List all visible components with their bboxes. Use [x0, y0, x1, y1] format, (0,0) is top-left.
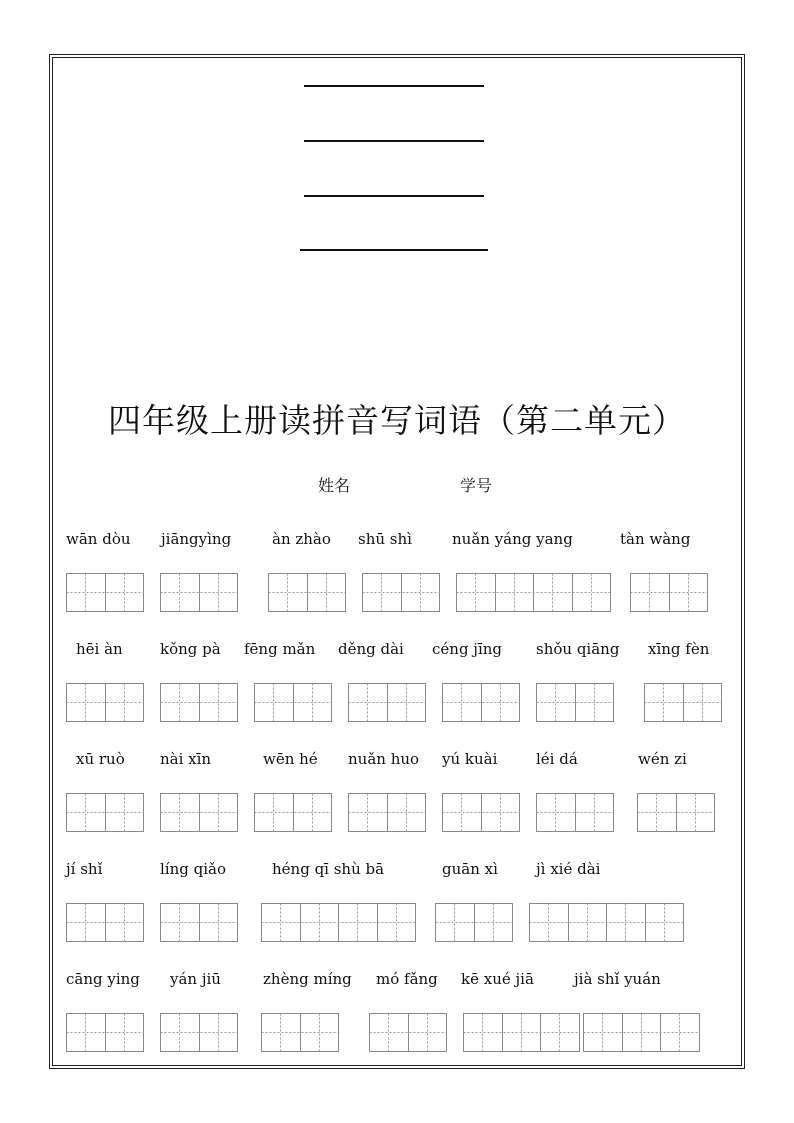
writing-grid[interactable] — [463, 1013, 580, 1052]
pinyin-word: jià shǐ yuán — [574, 970, 661, 988]
pinyin-word: fēng mǎn — [244, 640, 316, 658]
pinyin-word: xīng fèn — [648, 640, 710, 658]
writing-grid[interactable] — [66, 573, 144, 612]
pinyin-word: wén zi — [638, 750, 687, 768]
writing-grid[interactable] — [254, 683, 332, 722]
pinyin-word: shū shì — [358, 530, 412, 548]
pinyin-word: mó fǎng — [376, 970, 438, 988]
writing-grid[interactable] — [456, 573, 611, 612]
pinyin-word: wān dòu — [66, 530, 131, 548]
pinyin-word: kǒng pà — [160, 640, 221, 658]
cover-line-4 — [300, 249, 488, 251]
writing-grid[interactable] — [160, 683, 238, 722]
pinyin-word: kē xué jiā — [461, 970, 534, 988]
writing-grid[interactable] — [369, 1013, 447, 1052]
cover-line-3 — [304, 195, 484, 197]
writing-grid[interactable] — [254, 793, 332, 832]
writing-grid[interactable] — [348, 793, 426, 832]
pinyin-word: jiāngyìng — [161, 530, 232, 548]
writing-grid[interactable] — [66, 683, 144, 722]
writing-grid[interactable] — [160, 903, 238, 942]
pinyin-word: děng dài — [338, 640, 404, 658]
writing-grid[interactable] — [630, 573, 708, 612]
pinyin-word: céng jīng — [432, 640, 503, 658]
writing-grid[interactable] — [66, 1013, 144, 1052]
pinyin-word: nuǎn yáng yang — [452, 530, 573, 548]
writing-grid[interactable] — [583, 1013, 700, 1052]
cover-line-2 — [304, 140, 484, 142]
pinyin-word: xū ruò — [76, 750, 125, 768]
pinyin-word: cāng ying — [66, 970, 140, 988]
student-id-label: 学号 — [460, 476, 493, 495]
writing-grid[interactable] — [160, 573, 238, 612]
writing-grid[interactable] — [442, 683, 520, 722]
pinyin-word: líng qiǎo — [160, 860, 226, 878]
writing-grid[interactable] — [160, 793, 238, 832]
pinyin-word: yán jiū — [170, 970, 221, 988]
pinyin-word: léi dá — [536, 750, 578, 768]
writing-grid[interactable] — [261, 1013, 339, 1052]
writing-grid[interactable] — [362, 573, 440, 612]
pinyin-word: wēn hé — [263, 750, 318, 768]
pinyin-word: jì xié dài — [536, 860, 601, 878]
pinyin-word: héng qī shù bā — [272, 860, 385, 878]
pinyin-word: zhèng míng — [263, 970, 352, 988]
pinyin-word: hēi àn — [76, 640, 123, 658]
pinyin-word: àn zhào — [272, 530, 331, 548]
cover-line-1 — [304, 85, 484, 87]
writing-grid[interactable] — [637, 793, 715, 832]
writing-grid[interactable] — [435, 903, 513, 942]
writing-grid[interactable] — [268, 573, 346, 612]
writing-grid[interactable] — [644, 683, 722, 722]
pinyin-word: nuǎn huo — [348, 750, 420, 768]
writing-grid[interactable] — [66, 793, 144, 832]
writing-grid[interactable] — [536, 793, 614, 832]
writing-grid[interactable] — [348, 683, 426, 722]
pinyin-word: guān xì — [442, 860, 498, 878]
writing-grid[interactable] — [160, 1013, 238, 1052]
pinyin-word: nài xīn — [160, 750, 212, 768]
pinyin-word: shǒu qiāng — [536, 640, 620, 658]
writing-grid[interactable] — [261, 903, 416, 942]
writing-grid[interactable] — [536, 683, 614, 722]
writing-grid[interactable] — [442, 793, 520, 832]
worksheet-title: 四年级上册读拼音写词语（第二单元） — [108, 401, 686, 440]
writing-grid[interactable] — [529, 903, 684, 942]
pinyin-word: jí shǐ — [66, 860, 103, 878]
writing-grid[interactable] — [66, 903, 144, 942]
name-label: 姓名 — [318, 476, 351, 495]
pinyin-word: tàn wàng — [620, 530, 691, 548]
pinyin-word: yú kuài — [442, 750, 498, 768]
